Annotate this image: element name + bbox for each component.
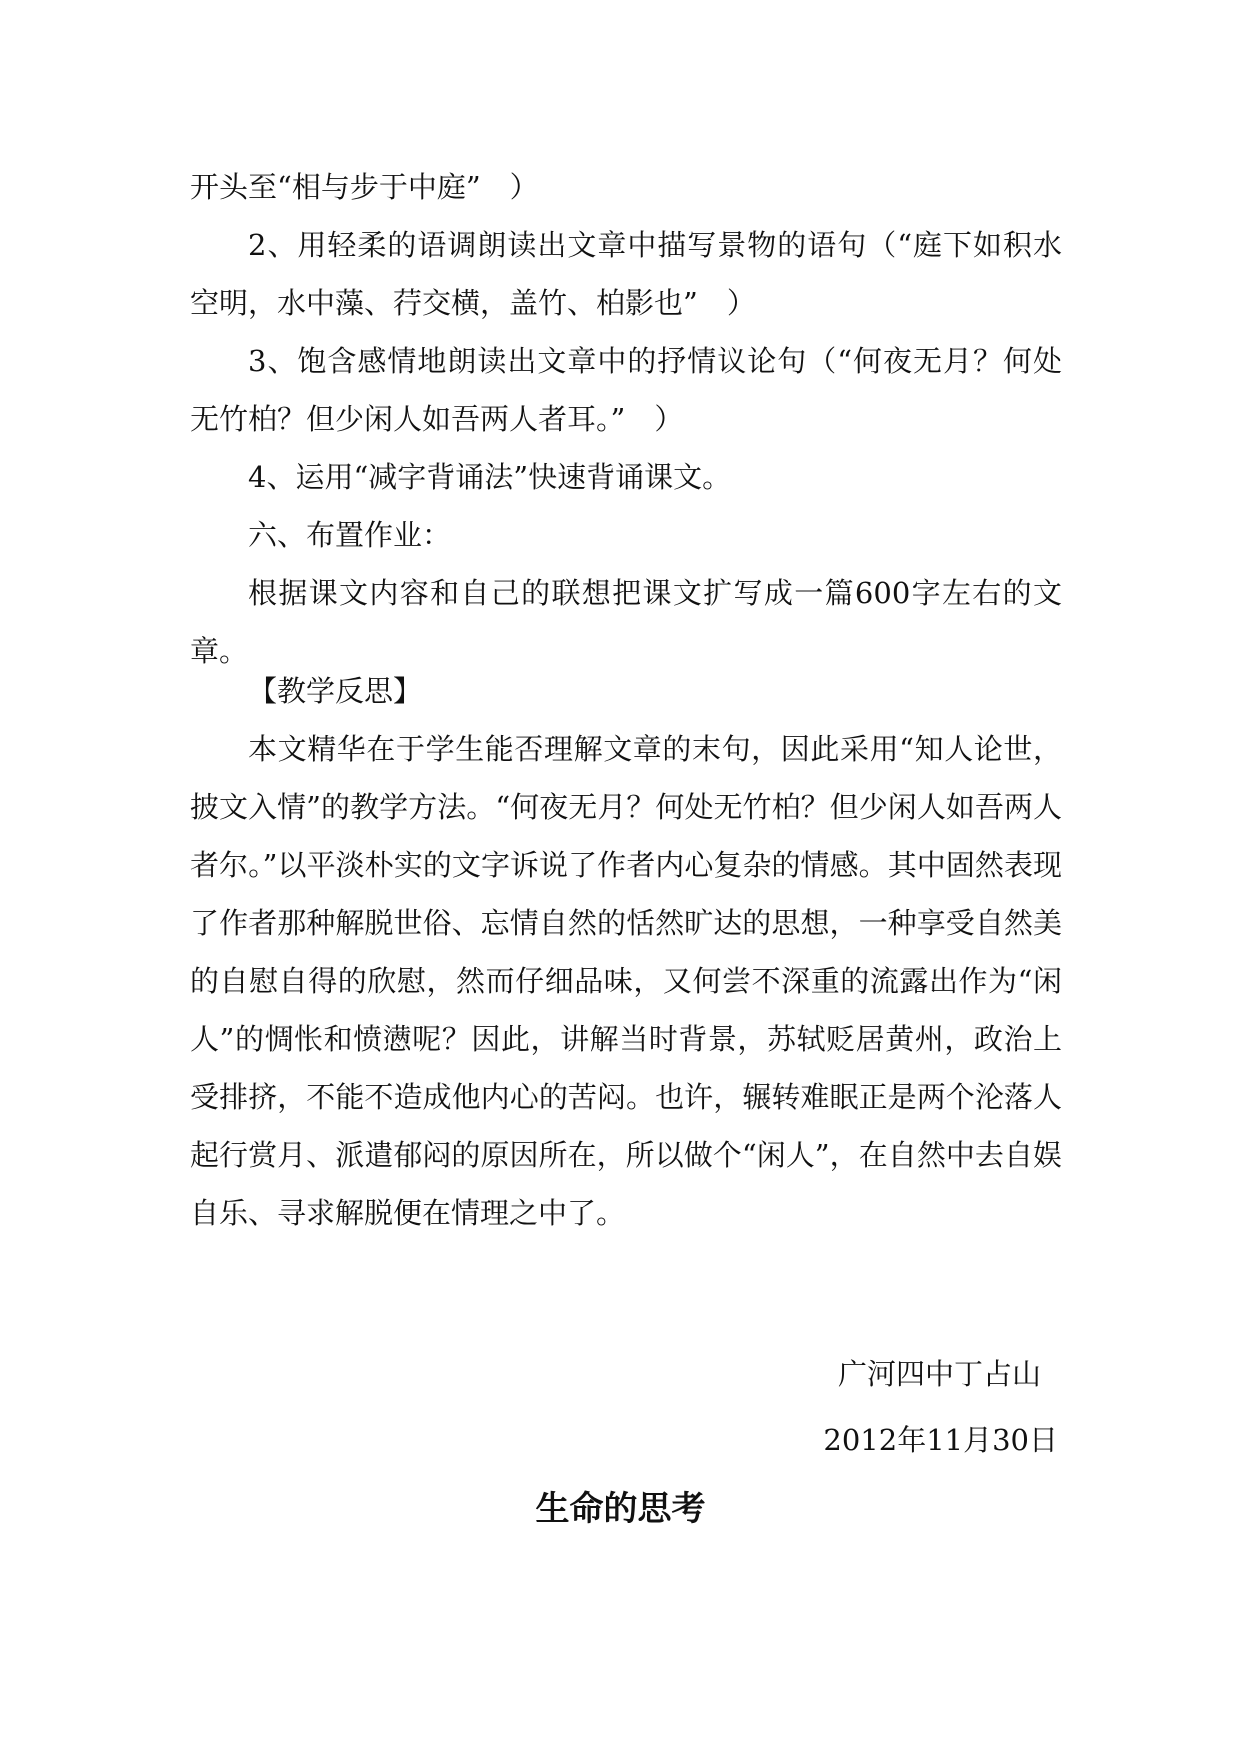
reflection-heading: 【教学反思】 <box>248 674 423 708</box>
next-section-title: 生命的思考 <box>535 1489 706 1529</box>
lesson-steps-section <box>190 158 1062 680</box>
author-signature: 广河四中丁占山 <box>837 1357 1041 1391</box>
homework-paragraph: 根据课文内容和自己的联想把课文扩写成一篇600字左右的文章。 <box>190 576 1062 668</box>
signature-date: 2012年11月30日 <box>823 1423 1058 1457</box>
step-2-paragraph: 2、用轻柔的语调朗读出文章中描写景物的语句（“庭下如积水空明，水中藻、荇交横，盖竹、柏影也” ） <box>190 228 1062 320</box>
step-4-paragraph: 4、运用“减字背诵法”快速背诵课文。 <box>248 460 732 494</box>
reflection-body: 本文精华在于学生能否理解文章的末句，因此采用“知人论世，披文入情”的教学方法。“何夜无月？何处无竹柏？但少闲人如吾两人者尔。”以平淡朴实的文字诉说了作者内心复杂的情感。其中固然表现了作者那种解脱世俗、忘情自然的恬然旷达的思想，一种享受自然美的自慰自得的欣慰，然而仔细品味，又何尝不深重的流露出作为“闲人”的惆怅和愤懑呢？因此，讲解当时背景，苏轼贬居黄州，政治上受排挤，不能不造成他内心的苦闷。也许，辗转难眠正是两个沦落人起行赏月、派遣郁闷的原因所在，所以做个“闲人”，在自然中去自娱自乐、寻求解脱便在情理之中了。 <box>190 732 1062 1230</box>
teaching-reflection-section <box>190 662 1062 1242</box>
homework-heading: 六、布置作业： <box>248 518 452 552</box>
step-3-paragraph: 3、饱含感情地朗读出文章中的抒情议论句（“何夜无月？何处无竹柏？但少闲人如吾两人者耳。” ） <box>190 344 1062 436</box>
paragraph-continuation: 开头至“相与步于中庭” ） <box>190 170 539 204</box>
